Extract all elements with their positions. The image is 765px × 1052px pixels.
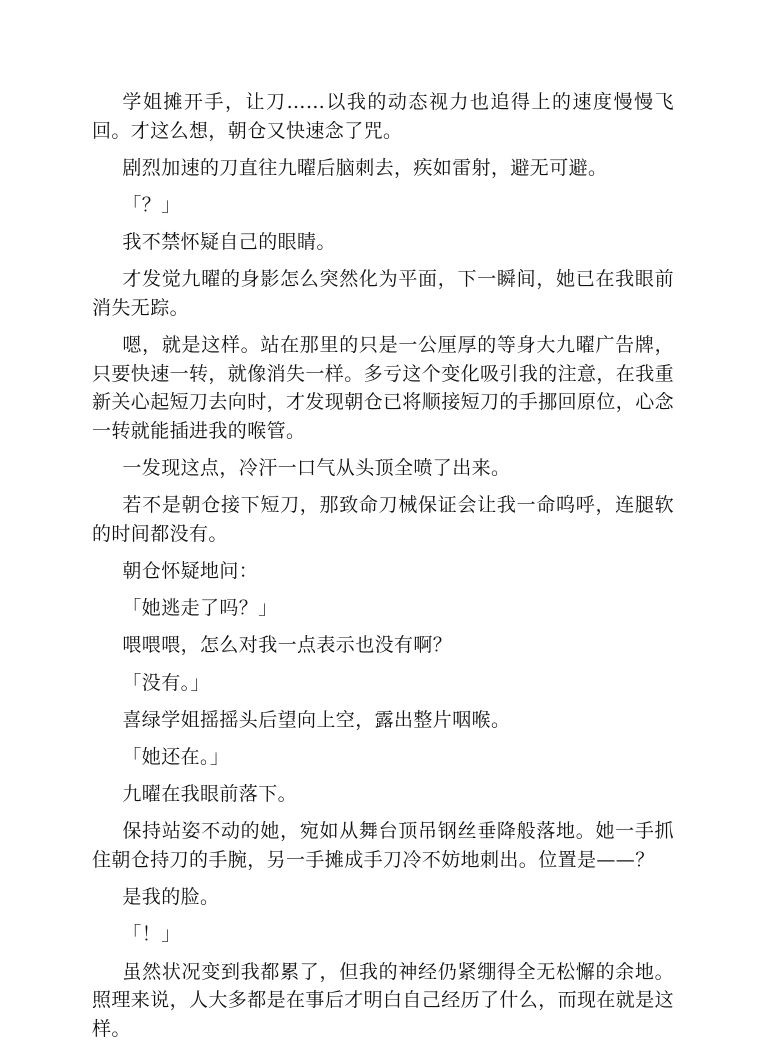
paragraph-2: 剧烈加速的刀直往九曜后脑刺去，疾如雷射，避无可避。: [122, 156, 608, 179]
paragraph-17: 是我的脸。: [122, 886, 220, 909]
paragraph-10: 「她逃走了吗？」: [122, 597, 278, 620]
paragraph-12: 「没有。」: [122, 671, 210, 694]
paragraph-8: 若不是朝仓接下短刀，那致命刀械保证会让我一命呜呼，连腿软的时间都没有。: [92, 494, 674, 545]
paragraph-19: 虽然状况变到我都累了，但我的神经仍紧绷得全无松懈的余地。照理来说，人大多都是在事后才明白自己经历了什么，而现在就是这样。: [92, 960, 675, 1040]
paragraph-3: 「？」: [122, 193, 181, 216]
paragraph-1: 学姐摊开手，让刀……以我的动态视力也追得上的速度慢慢飞回。才这么想，朝仓又快速念了咒。: [92, 91, 674, 142]
paragraph-13: 喜绿学姐摇摇头后望向上空，露出整片咽喉。: [122, 708, 511, 731]
paragraph-7: 一发现这点，冷汗一口气从头顶全喷了出来。: [122, 457, 511, 480]
paragraph-5: 才发觉九曜的身影怎么突然化为平面，下一瞬间，她已在我眼前消失无踪。: [92, 268, 674, 319]
paragraph-14: 「她还在。」: [122, 746, 230, 768]
paragraph-9: 朝仓怀疑地问：: [122, 560, 259, 583]
paragraph-6: 嗯，就是这样。站在那里的只是一公厘厚的等身大九曜广告牌，只要快速一转，就像消失一样。多亏这个变化吸引我的注意，在我重新关心起短刀去向时，才发现朝仓已将顺接短刀的手挪回原位，心念一转就能插进我的喉管。: [92, 334, 675, 442]
book-page: [92, 88, 674, 1052]
paragraph-16: 保持站姿不动的她，宛如从舞台顶吊钢丝垂降般落地。她一手抓住朝仓持刀的手腕，另一手摊成手刀冷不妨地刺出。位置是——？: [92, 820, 674, 871]
paragraph-18: 「！」: [122, 923, 181, 946]
paragraph-15: 九曜在我眼前落下。: [122, 783, 297, 806]
paragraph-11: 喂喂喂，怎么对我一点表示也没有啊？: [122, 634, 453, 657]
paragraph-4: 我不禁怀疑自己的眼睛。: [122, 231, 336, 254]
